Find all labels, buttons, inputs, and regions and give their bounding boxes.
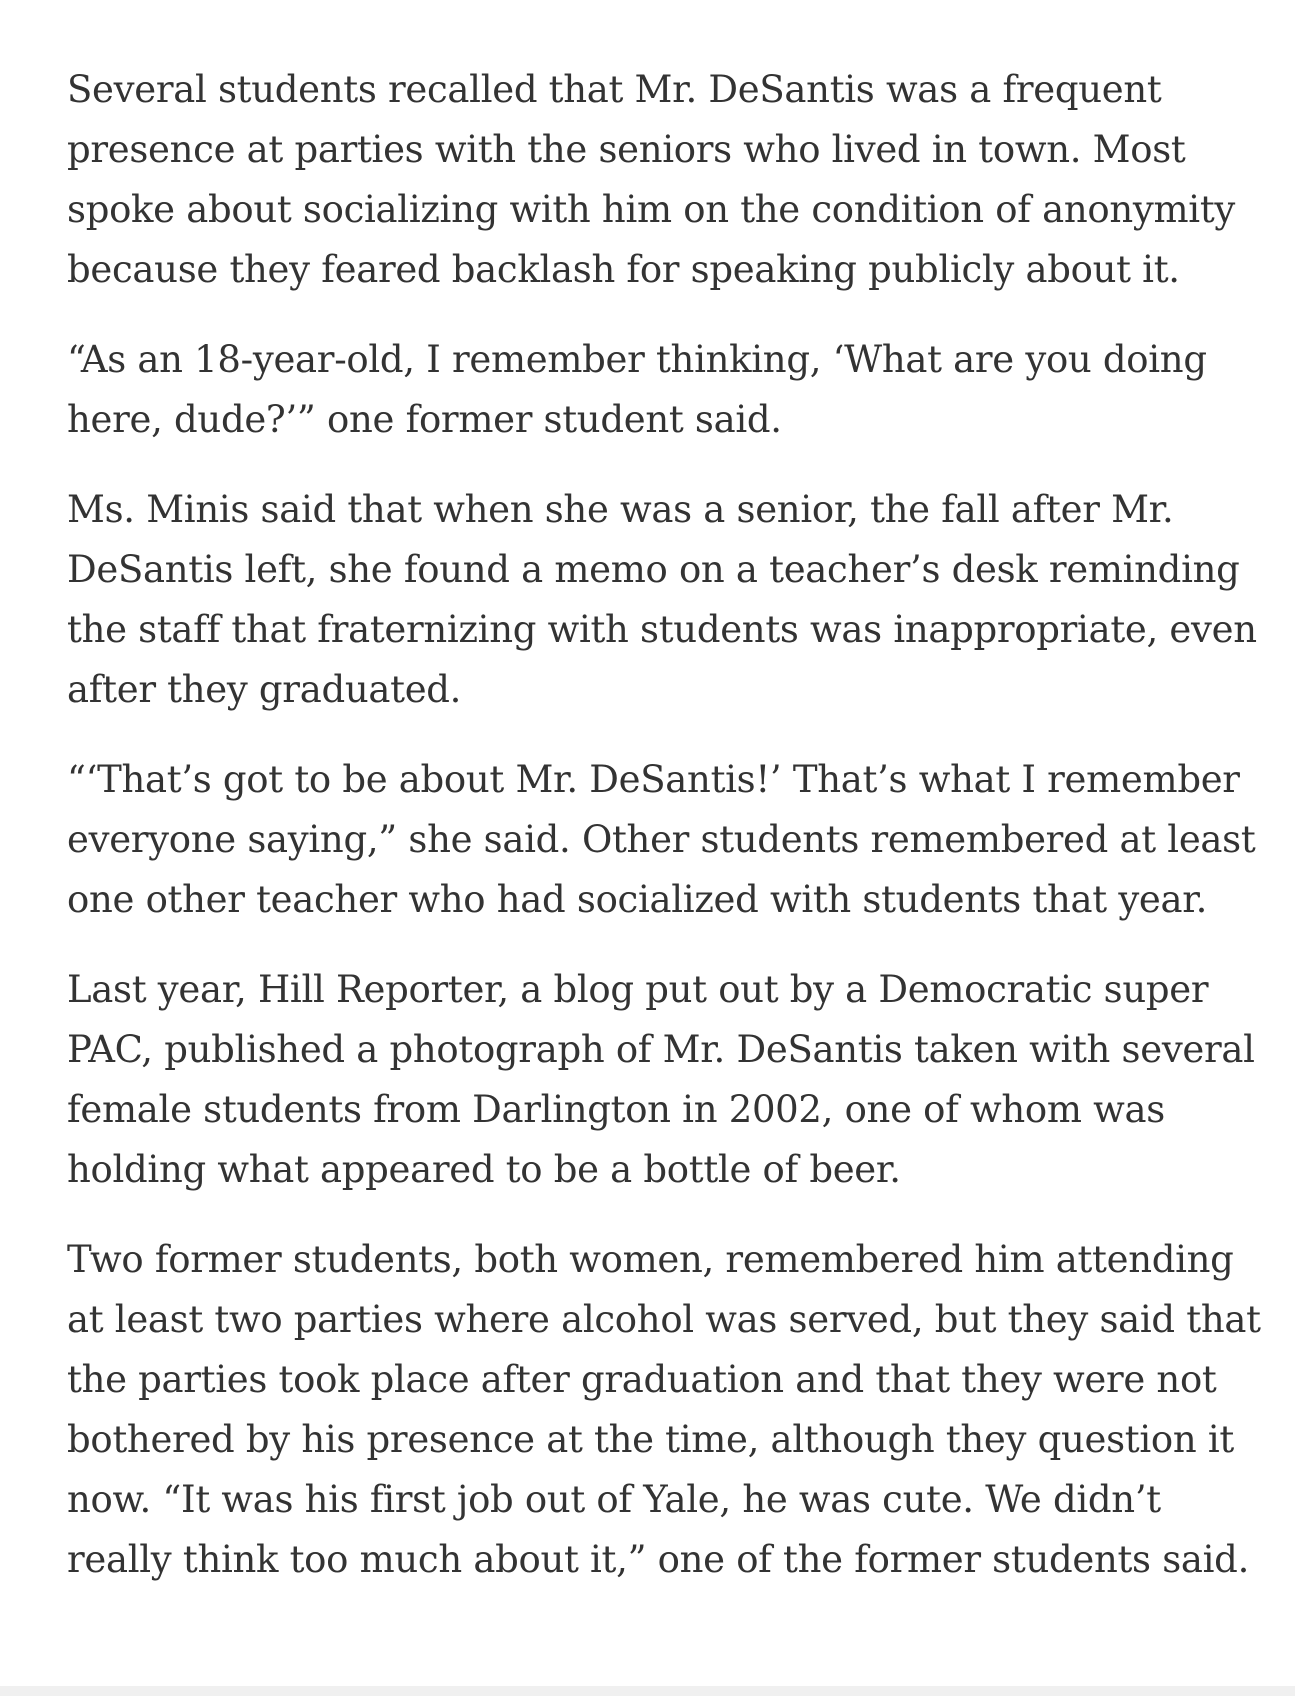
page-footer-divider: [0, 1686, 1295, 1696]
article-paragraph: Last year, Hill Reporter, a blog put out by a Democratic super PAC, published a photograph of Mr. DeSantis taken with several female students from Darlington in 2002, one of whom was holding what appeared to be a bottle of beer.: [67, 968, 1255, 1191]
article-paragraph: Ms. Minis said that when she was a senior, the fall after Mr. DeSantis left, she found a memo on a teacher’s desk reminding the staff that fraternizing with students was inappropriate, even after they graduated.: [67, 488, 1257, 711]
article-paragraph: “As an 18-year-old, I remember thinking, ‘What are you doing here, dude?’” one former student said.: [67, 338, 1207, 441]
article-body: [67, 60, 1272, 1620]
article-paragraph: Two former students, both women, remembered him attending at least two parties where alcohol was served, but they said that the parties took place after graduation and that they were not bothered by his presence at the time, although they question it now. “It was his first job out of Yale, he was cute. We didn’t really think too much about it,” one of the former students said.: [67, 1238, 1261, 1581]
article-paragraph: “‘That’s got to be about Mr. DeSantis!’ That’s what I remember everyone saying,” she said. Other students remembered at least one other teacher who had socialized with students that year.: [67, 758, 1256, 921]
article-paragraph: Several students recalled that Mr. DeSantis was a frequent presence at parties with the seniors who lived in town. Most spoke about socializing with him on the condition of anonymity because they feared backlash for speaking publicly about it.: [67, 68, 1235, 291]
